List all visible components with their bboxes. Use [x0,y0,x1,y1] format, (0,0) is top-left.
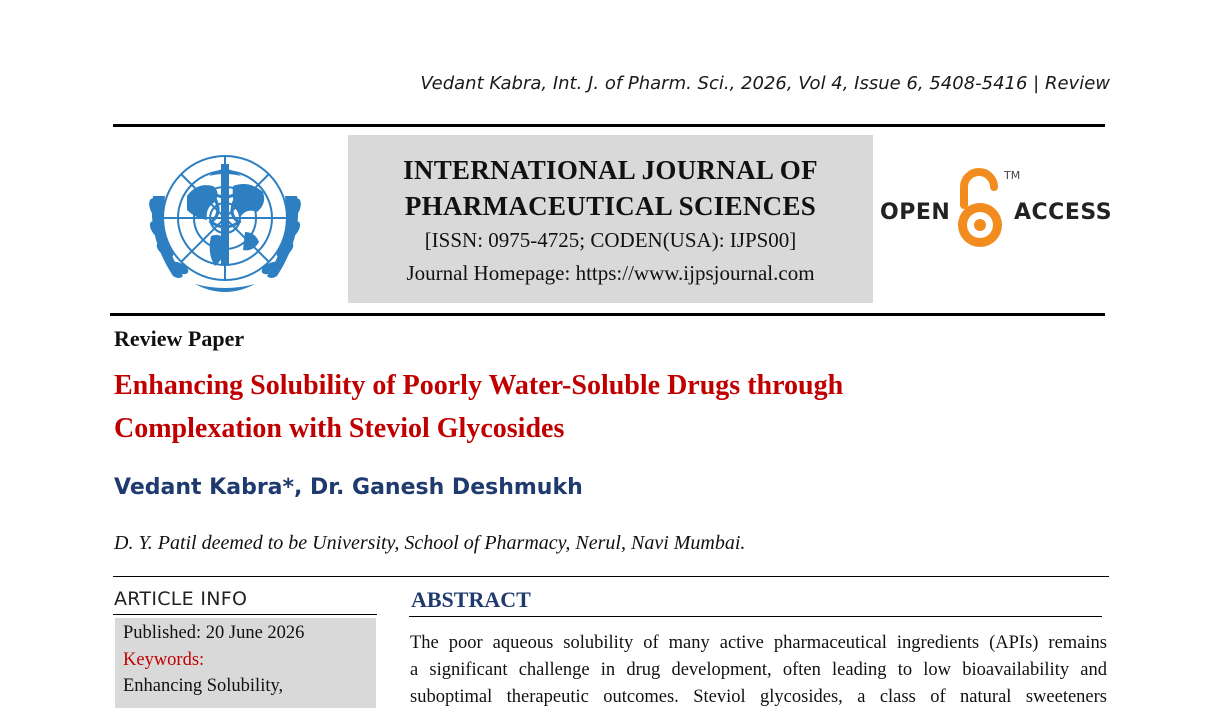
trademark-mark: TM [1004,169,1021,182]
open-access-logo [880,165,1113,255]
header-top-rule [113,124,1105,127]
published-date: Published: 20 June 2026 [123,623,305,643]
journal-name-line2: PHARMACEUTICAL SCIENCES [404,191,817,221]
open-lock-icon [954,165,1010,251]
open-access-word-open: OPEN [880,200,951,225]
abstract-rule [409,616,1102,617]
abstract-line: The poor aqueous solubility of many active pharmaceutical ingredients (APIs) remains [410,633,1107,653]
keywords-label: Keywords: [123,649,205,670]
journal-info-box [348,135,873,303]
section-divider [113,576,1109,577]
paper-title-line2: Complexation with Steviol Glycosides [114,413,565,444]
paper-title [114,364,1074,450]
journal-name-line1: INTERNATIONAL JOURNAL OF [403,155,818,185]
keyword-item: Enhancing Solubility, [123,676,284,696]
paper-authors: Vedant Kabra*, Dr. Ganesh Deshmukh [114,475,583,500]
journal-emblem-icon [125,136,325,306]
open-access-word-access: ACCESS [1014,200,1113,225]
abstract-heading: ABSTRACT [411,587,531,612]
journal-homepage: Journal Homepage: https://www.ijpsjournal.com [406,261,815,285]
paper-type: Review Paper [114,326,245,351]
abstract-body [410,630,1107,711]
article-info-heading: ARTICLE INFO [114,588,248,610]
article-info-rule [113,614,377,615]
abstract-line: a significant challenge in drug development, often leading to low bioavailability and [410,660,1107,680]
header-bottom-rule [110,313,1105,316]
paper-title-line1: Enhancing Solubility of Poorly Water-Soluble Drugs through [114,370,844,401]
abstract-line: suboptimal therapeutic outcomes. Steviol glycosides, a class of natural sweeteners [410,687,1107,707]
journal-issn: [ISSN: 0975-4725; CODEN(USA): IJPS00] [424,228,797,252]
author-affiliation: D. Y. Patil deemed to be University, School of Pharmacy, Nerul, Navi Mumbai. [114,532,746,554]
citation-header: Vedant Kabra, Int. J. of Pharm. Sci., 2026, Vol 4, Issue 6, 5408-5416 | Review [420,73,1110,94]
